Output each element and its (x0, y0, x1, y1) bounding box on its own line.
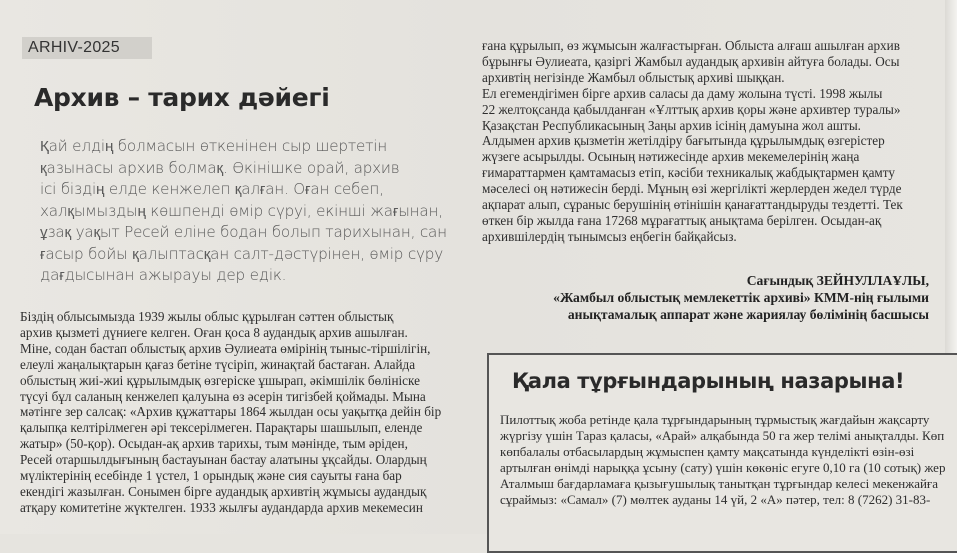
article-column-left (20, 309, 470, 516)
notice-line: Пилоттық жоба ретінде қала тұрғындарының тұрмыстық жағдайын жақсарту (500, 412, 930, 427)
lead-line: ісі біздің елде кенжелеп қалған. Оған себеп, (40, 180, 384, 198)
section-rubric: ARHIV-2025 (22, 37, 152, 59)
text-line: ақпарат алып, сұраныс берушінің өтінішін қанағаттандыруды тездетті. Тек (482, 197, 903, 213)
article-lead (40, 136, 470, 287)
notice-line: жүргізу үшін Тараз қаласы, «Арай» алқабында 50 га жер телімі анықталды. Көп (500, 427, 945, 443)
text-line: мүліктерінің есебінде 1 үстел, 1 орындық және сия сауыты ғана бар (20, 468, 402, 484)
text-line: бұрынғы Әулиеата, қазіргі Жамбыл аудандық архивін айтуға болады. Осы (482, 53, 900, 69)
text-line: жатыр» (50-қор). Осыдан-ақ архив тарихы, тым мәнінде, тым әріден, (20, 436, 408, 452)
lead-line: ұзақ уақыт Ресей еліне бодан болып тарихынан, сан (40, 223, 447, 241)
text-line: Міне, содан бастап облыстық архив Әулиеата өмірінің тыныс-тіршілігін, (20, 340, 431, 356)
text-line: Алдымен архив қызметін жетілдіру бағытында құрылымдық өзгерістер (482, 133, 885, 149)
signature-line: анықтамалық аппарат және жариялау бөлімінің басшысы (567, 307, 929, 322)
author-signature (553, 272, 929, 323)
text-line: архившілердің тынымсыз еңбегін байқайсыз. (482, 228, 737, 244)
signature-line: Сағындық ЗЕЙНУЛЛАҰЛЫ, (746, 273, 929, 288)
text-line: Ресей отаршылдығының бастауынан бастау алатыны ұқсайды. Олардың (20, 452, 427, 468)
text-line: атқару комитетіне жүктелген. 1933 жылғы аудандарда архив мекемесин (20, 499, 423, 515)
text-line: жүзеге асырылды. Осының нәтижесінде архив мекемелерінің жаңа (482, 149, 860, 165)
notice-line: артылған өнімді нарыққа ұсыну (сату) үшін көкөніс егуге 0,10 га (10 сотық) жер (500, 459, 946, 475)
lead-line: халқымыздың көшпенді өмір сүруі, екінші жағынан, (40, 201, 443, 220)
notice-line: көпбалалы отбасылардың жұмыспен қамту мақсатында күнделікті өзін-өзі (500, 443, 915, 459)
text-line: мәтінге зер салсақ: «Архив құжаттары 1864 жылдан осы уақытқа дейін бір (20, 404, 442, 420)
text-line: қалыпқа келтірілмеген әрі тексерілмеген. Парақтары шашылып, еленде (20, 420, 423, 436)
text-line: 22 желтоқсанда қабылданған «Ұлттық архив қоры және архивтер туралы» (482, 101, 901, 117)
lead-line: қазынасы архив болмақ. Өкінішке орай, архив (40, 158, 400, 177)
lead-line: ғасыр бойы қалыптасқан салт-дәстүрінен, өмір сүру (40, 244, 444, 263)
text-line: екендігі жазылған. Сонымен бірге аудандық архивтің жұмысы аудандық (20, 483, 427, 499)
lead-line: дағдысынан ажырауы дер едік. (40, 266, 287, 284)
signature-line: «Жамбыл облыстық мемлекеттік архиві» КММ-нің ғылыми (553, 290, 929, 305)
text-line: ғана құрылып, өз жұмысын жалғастырған. Облыста алғаш ашылған архив (482, 38, 900, 53)
text-line: ғимараттармен қамтамасыз етіп, кәсіби техникалық жабдықтармен қамту (482, 165, 895, 181)
text-line: Біздің облысымызда 1939 жылы облыс құрылған сәттен облыстық (20, 309, 394, 324)
lead-line: Қай елдің болмасын өткенінен сыр шертетін (40, 137, 388, 155)
article-headline: Архив – тарих дәйегі (34, 83, 330, 112)
text-line: түсуі бұл саланың кенжелеп қалуына өз әсерін тигізбей қоймады. Мына (20, 388, 426, 404)
text-line: Ел егемендігімен бірге архив саласы да даму жолына түсті. 1998 жылы (482, 85, 883, 101)
text-line: елеулі жаңалықтарын қағаз бетіне түсіріп, жинақтай бастаған. Алайда (20, 356, 416, 372)
notice-line: Аталмыш бағдарламаға қызығушылық танытқан тұрғындар келесі мекенжайға (500, 475, 939, 491)
notice-title: Қала тұрғындарының назарына! (512, 369, 905, 393)
notice-line: сұраймыз: «Самал» (7) мөлтек ауданы 14 үй, 2 «А» пәтер, тел: 8 (7262) 31-83- (500, 491, 931, 507)
text-line: Қазақстан Республикасының Заңы архив ісінің дамуына жол ашты. (482, 117, 861, 133)
text-line: облыстың жиі-жиі құрылымдық өзгеріске ұшырап, әкімшілік бөлініске (20, 372, 420, 388)
text-line: архивтің негізінде Жамбыл облыстық архиві шыққан. (482, 69, 785, 85)
notice-body (500, 412, 957, 507)
article-column-right (482, 38, 932, 245)
text-line: мәселесі оң нәтижесін берді. Мұның өзі жергілікті жерлерден жедел түрде (482, 181, 902, 197)
text-line: өткен бір жылда ғана 17268 мұрағаттық анықтама берілген. Осыдан-ақ (482, 212, 882, 228)
text-line: архив қызметі дүниеге келген. Оған қоса 8 аудандық архив ашылған. (20, 324, 408, 340)
